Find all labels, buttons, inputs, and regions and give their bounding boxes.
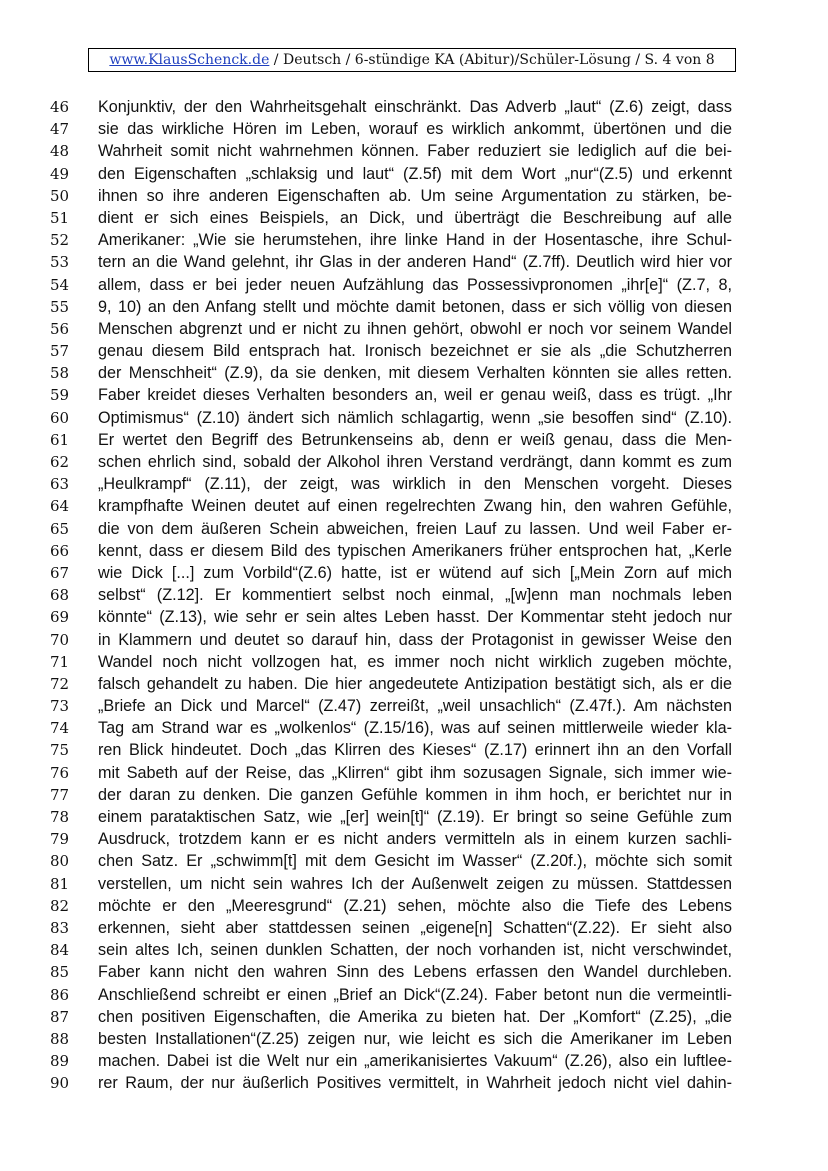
line-number: 47 xyxy=(50,120,70,139)
line-text: mit Sabeth auf der Reise, das „Klirren“ gibt ihm sozusagen Signale, sich immer wie- xyxy=(98,763,732,782)
line-number: 46 xyxy=(50,98,70,116)
line-number: 70 xyxy=(50,630,70,649)
line-text: Amerikaner: „Wie sie herumstehen, ihre linke Hand in der Hosentasche, ihre Schul- xyxy=(98,231,732,250)
line-text: Optimismus“ (Z.10) ändert sich nämlich schlagartig, wenn „sie besoffen sind“ (Z.10). xyxy=(98,408,732,427)
line-text: Er wertet den Begriff des Betrunkenseins ab, denn er weiß genau, dass die Men- xyxy=(98,430,732,449)
line-number: 48 xyxy=(50,142,70,161)
line-number: 63 xyxy=(50,475,70,494)
line-number: 72 xyxy=(50,674,70,693)
line-number: 89 xyxy=(50,1052,70,1071)
line-text: in Klammern und deutet so darauf hin, dass der Protagonist in gewisser Weise den xyxy=(98,630,732,649)
line-number: 84 xyxy=(50,941,70,960)
line-text: Konjunktiv, der den Wahrheitsgehalt einschränkt. Das Adverb „laut“ (Z.6) zeigt, dass xyxy=(98,98,732,116)
line-number: 67 xyxy=(50,563,70,582)
line-text: sein altes Ich, seinen dunklen Schatten, der noch vorhanden ist, nicht verschwindet, xyxy=(98,941,732,960)
text-line xyxy=(0,939,828,961)
line-number: 61 xyxy=(50,430,70,449)
text-line xyxy=(0,695,828,717)
text-line xyxy=(0,340,828,362)
text-line xyxy=(0,318,828,340)
line-number: 64 xyxy=(50,497,70,516)
text-line xyxy=(0,739,828,761)
line-number: 79 xyxy=(50,830,70,849)
text-line xyxy=(0,850,828,872)
text-line xyxy=(0,163,828,185)
line-number: 71 xyxy=(50,652,70,671)
line-text: tern an die Wand gelehnt, ihr Glas in der anderen Hand“ (Z.7ff). Deutlich wird hier vor xyxy=(98,253,732,272)
line-text: falsch gehandelt zu haben. Die hier angedeutete Antizipation bestätigt sich, als er die xyxy=(98,674,732,693)
line-number: 82 xyxy=(50,896,70,915)
line-number: 76 xyxy=(50,763,70,782)
text-line xyxy=(0,229,828,251)
line-text: kennt, dass er diesem Bild des typischen Amerikaners früher entsprochen hat, „Kerle xyxy=(98,541,732,560)
line-text: Faber kann nicht den wahren Sinn des Lebens erfassen den Wandel durchleben. xyxy=(98,963,732,982)
text-line xyxy=(0,895,828,917)
line-text: erkennen, sieht aber stattdessen seinen „eigene[n] Schatten“(Z.22). Er sieht also xyxy=(98,918,732,937)
line-number: 85 xyxy=(50,963,70,982)
line-text: chen positiven Eigenschaften, die Amerika zu bieten hat. Der „Komfort“ (Z.25), „die xyxy=(98,1007,732,1026)
line-text: verstellen, um nicht sein wahres Ich der Außenwelt zeigen zu müssen. Stattdessen xyxy=(98,874,732,893)
line-number: 75 xyxy=(50,741,70,760)
line-text: die von dem äußeren Schein abweichen, freien Lauf zu lassen. Und weil Faber er- xyxy=(98,519,732,538)
text-line xyxy=(0,1050,828,1072)
line-text: machen. Dabei ist die Welt nur ein „amerikanisiertes Vakuum“ (Z.26), also ein luftlee- xyxy=(98,1052,732,1071)
line-number: 83 xyxy=(50,918,70,937)
line-number: 73 xyxy=(50,697,70,716)
line-text: dient er sich eines Beispiels, an Dick, und überträgt die Beschreibung auf alle xyxy=(98,208,732,227)
line-text: könnte“ (Z.13), wie sehr er sein altes Leben hasst. Der Kommentar steht jedoch nur xyxy=(98,608,732,627)
text-line xyxy=(0,1006,828,1028)
text-line xyxy=(0,384,828,406)
line-number: 77 xyxy=(50,785,70,804)
text-line xyxy=(0,717,828,739)
line-number: 86 xyxy=(50,985,70,1004)
line-text: 9, 10) an den Anfang stellt und möchte damit betonen, dass er sich völlig von diesen xyxy=(98,297,732,316)
line-number: 87 xyxy=(50,1007,70,1026)
line-text: „Heulkrampf“ (Z.11), der zeigt, was wirklich in den Menschen vorgeht. Dieses xyxy=(98,475,732,494)
line-text: Wandel noch nicht vollzogen hat, es immer noch nicht wirklich zugeben möchte, xyxy=(98,652,732,671)
line-number: 65 xyxy=(50,519,70,538)
line-number: 80 xyxy=(50,852,70,871)
line-number: 49 xyxy=(50,164,70,183)
page-header xyxy=(88,48,736,72)
line-number: 53 xyxy=(50,253,70,272)
line-number: 90 xyxy=(50,1074,70,1093)
text-line xyxy=(0,251,828,273)
line-number: 57 xyxy=(50,342,70,361)
line-number: 50 xyxy=(50,186,70,205)
line-text: ihnen so ihre anderen Eigenschaften ab. Um seine Argumentation zu stärken, be- xyxy=(98,186,732,205)
line-number: 59 xyxy=(50,386,70,405)
text-line xyxy=(0,185,828,207)
line-text: einem parataktischen Satz, wie „[er] wein[t]“ (Z.19). Er bringt so seine Gefühle zum xyxy=(98,808,732,826)
line-number: 74 xyxy=(50,719,70,738)
website-link[interactable]: www.KlausSchenck.de xyxy=(109,52,270,68)
text-line xyxy=(0,806,828,828)
line-text: genau diesem Bild entsprach hat. Ironisch bezeichnet er sie als „die Schutzherren xyxy=(98,342,732,361)
text-line xyxy=(0,1072,828,1094)
line-number: 55 xyxy=(50,297,70,316)
text-line xyxy=(0,606,828,628)
line-number: 78 xyxy=(50,808,70,826)
text-line xyxy=(0,473,828,495)
header-course-info: / Deutsch / 6-stündige KA (Abitur)/Schüler-Lösung / S. 4 von 8 xyxy=(269,52,715,68)
text-line xyxy=(0,828,828,850)
text-line xyxy=(0,362,828,384)
text-line xyxy=(0,274,828,296)
line-text: chen Satz. Er „schwimm[t] mit dem Gesicht im Wasser“ (Z.20f.), möchte sich somit xyxy=(98,852,732,871)
text-line xyxy=(0,917,828,939)
text-line xyxy=(0,96,828,118)
line-text: Ausdruck, trotzdem kann er es nicht anders vermitteln als in einem kurzen sachli- xyxy=(98,830,732,849)
line-number: 58 xyxy=(50,364,70,383)
text-line xyxy=(0,961,828,983)
text-line xyxy=(0,762,828,784)
line-text: allem, dass er bei jeder neuen Aufzählung das Possessivpronomen „ihr[e]“ (Z.7, 8, xyxy=(98,275,732,294)
text-line xyxy=(0,673,828,695)
line-number: 88 xyxy=(50,1029,70,1048)
line-text: wie Dick [...] zum Vorbild“(Z.6) hatte, ist er wütend auf sich [„Mein Zorn auf mich xyxy=(98,563,732,582)
line-text: Menschen abgrenzt und er nicht zu ihnen gehört, obwohl er noch vor seinem Wandel xyxy=(98,319,732,338)
text-line xyxy=(0,1028,828,1050)
text-line xyxy=(0,140,828,162)
line-number: 56 xyxy=(50,319,70,338)
line-number: 68 xyxy=(50,586,70,605)
text-line xyxy=(0,584,828,606)
text-line xyxy=(0,451,828,473)
text-line xyxy=(0,651,828,673)
line-text: sie das wirkliche Hören im Leben, worauf es wirklich ankommt, übertönen und die xyxy=(98,120,732,139)
line-text: der daran zu denken. Die ganzen Gefühle kommen in ihm hoch, er berichtet nur in xyxy=(98,785,732,804)
line-number: 81 xyxy=(50,874,70,893)
line-text: besten Installationen“(Z.25) zeigen nur, wie leicht es sich die Amerikaner im Leben xyxy=(98,1029,732,1048)
text-line xyxy=(0,540,828,562)
line-text: den Eigenschaften „schlaksig und laut“ (Z.5f) mit dem Wort „nur“(Z.5) und erkennt xyxy=(98,164,732,183)
text-line xyxy=(0,629,828,651)
line-text: möchte er den „Meeresgrund“ (Z.21) sehen, möchte also die Tiefe des Lebens xyxy=(98,896,732,915)
text-line xyxy=(0,207,828,229)
line-number: 54 xyxy=(50,275,70,294)
text-line xyxy=(0,296,828,318)
line-number: 52 xyxy=(50,231,70,250)
text-line xyxy=(0,429,828,451)
line-text: Faber kreidet dieses Verhalten besonders an, weil er genau weiß, dass es trügt. „Ihr xyxy=(98,386,732,405)
line-number: 60 xyxy=(50,408,70,427)
line-text: „Briefe an Dick und Marcel“ (Z.47) zerreißt, „weil unsachlich“ (Z.47f.). Am nächsten xyxy=(98,697,732,716)
line-text: krampfhafte Weinen deutet auf einen regelrechten Zwang hin, den wahren Gefühle, xyxy=(98,497,732,516)
text-body xyxy=(0,96,828,1094)
text-line xyxy=(0,407,828,429)
text-line xyxy=(0,518,828,540)
line-text: Tag am Strand war es „wolkenlos“ (Z.15/16), was auf seinen mittlerweile wieder kla- xyxy=(98,719,732,738)
line-text: selbst“ (Z.12]. Er kommentiert selbst noch einmal, „[w]enn man nochmals leben xyxy=(98,586,732,605)
line-text: rer Raum, der nur äußerlich Positives vermittelt, in Wahrheit jedoch nicht viel dahin- xyxy=(98,1074,732,1093)
text-line xyxy=(0,562,828,584)
line-text: ren Blick hindeutet. Doch „das Klirren des Kieses“ (Z.17) erinnert ihn an den Vorfall xyxy=(98,741,732,760)
line-number: 69 xyxy=(50,608,70,627)
line-text: schen ehrlich sind, sobald der Alkohol ihren Verstand verdrängt, dann kommt es zum xyxy=(98,453,732,471)
line-text: Anschließend schreibt er einen „Brief an Dick“(Z.24). Faber betont nun die vermeintli- xyxy=(98,985,732,1004)
line-number: 62 xyxy=(50,453,70,471)
text-line xyxy=(0,784,828,806)
text-line xyxy=(0,873,828,895)
line-number: 51 xyxy=(50,208,70,227)
text-line xyxy=(0,495,828,517)
line-text: der Menschheit“ (Z.9), da sie denken, mit diesem Verhalten könnten sie alles retten. xyxy=(98,364,732,383)
text-line xyxy=(0,984,828,1006)
text-line xyxy=(0,118,828,140)
line-number: 66 xyxy=(50,541,70,560)
line-text: Wahrheit somit nicht wahrnehmen können. Faber reduziert sie lediglich auf die bei- xyxy=(98,142,732,161)
